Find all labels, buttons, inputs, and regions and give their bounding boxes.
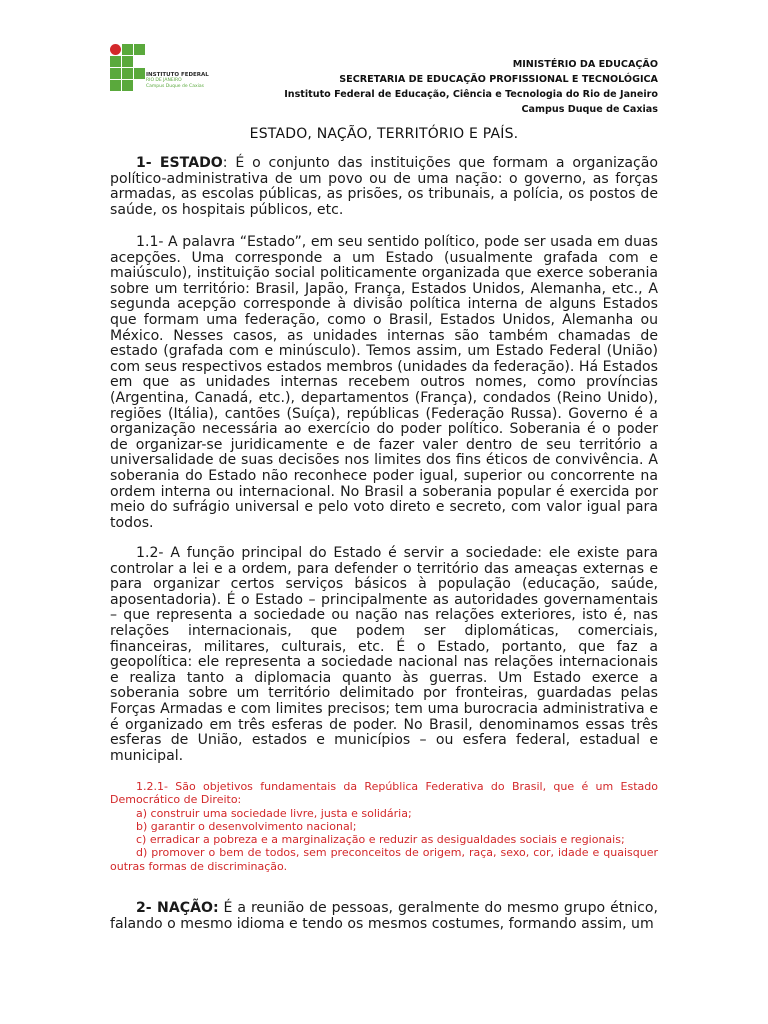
objective-item: d) promover o bem de todos, sem preconceitos de origem, raça, sexo, cor, idade e quaisquer outras formas de discriminação. bbox=[110, 846, 658, 873]
section-1-1 bbox=[110, 235, 658, 531]
objective-item: a) construir uma sociedade livre, justa e solidária; bbox=[136, 806, 412, 820]
campus-line: Campus Duque de Caxias bbox=[521, 104, 658, 115]
paragraph-text: 1.2- A função principal do Estado é servir a sociedade: ele existe para controlar a lei e a ordem, para defender o território das ameaças externas e para organizar certos serviços básicos à população (educação, saúde, aposentadoria). É o Estado – principalmente as autoridades governamentais – que representa a sociedade ou nação nas relações exteriores, isto é, nas relações internacionais, que podem ser diplomáticas, comerciais, financeiras, militares, culturais, etc. É o Estado, portanto, que faz a geopolítica: ele representa a sociedade nacional nas relações internacionais e realiza tanto a diplomacia quanto às guerras. Um Estado exerce a soberania sobre um território delimitado por fronteiras, guardadas pelas Forças Armadas e com limites precisos; tem uma burocracia administrativa e é organizado em três esferas de poder. No Brasil, denominamos essas três esferas de União, estados e municípios – ou esfera federal, estadual e municipal. bbox=[110, 545, 658, 764]
paragraph bbox=[110, 901, 658, 932]
paragraph-text: É a reunião de pessoas, geralmente do mesmo grupo étnico, falando o mesmo idioma e tendo os mesmos costumes, formando assim, um bbox=[110, 900, 658, 932]
section-1-2-1 bbox=[110, 780, 658, 873]
paragraph bbox=[110, 156, 658, 218]
paragraph-text: 1.1- A palavra “Estado”, em seu sentido político, pode ser usada em duas acepções. Uma corresponde a um Estado (usualmente grafada com e maiúsculo), instituição social politicamente organizada que exerce soberania sobre um território: Brasil, Japão, França, Estados Unidos, Alemanha, etc., A segunda acepção corresponde à divisão política interna de alguns Estados que formam uma federação, como o Brasil, Estados Unidos, Alemanha ou México. Nesses casos, as unidades internas são também chamadas de estado (grafada com e minúsculo). Temos assim, um Estado Federal (União) com seus respectivos estados membros (unidades da federação). Há Estados em que as unidades internas recebem outros nomes, como províncias (Argentina, Canadá, etc.), departamentos (França), condados (Reino Unido), regiões (Itália), cantões (Suíça), repúblicas (Federação Russa). Governo é a organização necessária ao exercício do poder político. Soberania é o poder de organizar-se juridicamente e de fazer valer dentro de seu território a universalidade de suas decisões nos limites dos fins éticos de convivência. A soberania do Estado não reconhece poder igual, superior ou concorrente na ordem interna ou internacional. No Brasil a soberania popular é exercida por meio do sufrágio universal e pelo voto direto e secreto, com valor igual para todos. bbox=[110, 234, 658, 531]
institution-header bbox=[284, 57, 658, 117]
objectives-intro: 1.2.1- São objetivos fundamentais da República Federativa do Brasil, que é um Estado Democrático de Direito: bbox=[110, 780, 658, 807]
paragraph-text: : É o conjunto das instituições que formam a organização político-administrativa de um povo ou de uma nação: o governo, as forças armadas, as escolas públicas, as prisões, os tribunais, a polícia, os postos de saúde, os hospitais públicos, etc. bbox=[110, 155, 659, 218]
ministry-line: MINISTÉRIO DA EDUCAÇÃO bbox=[512, 59, 658, 70]
section-heading: 2- NAÇÃO: bbox=[136, 900, 219, 916]
objective-item: c) erradicar a pobreza e a marginalização e reduzir as desigualdades sociais e regionais; bbox=[136, 833, 625, 847]
logo-line-3: Campus Duque de Caxias bbox=[146, 84, 204, 89]
institute-line: Instituto Federal de Educação, Ciência e Tecnologia do Rio de Janeiro bbox=[284, 89, 658, 100]
logo-text bbox=[146, 72, 209, 90]
section-nacao bbox=[110, 901, 658, 932]
logo-grid-icon bbox=[110, 44, 146, 92]
institute-logo bbox=[110, 44, 209, 94]
section-heading: 1- ESTADO bbox=[136, 155, 223, 171]
section-1-2 bbox=[110, 546, 658, 764]
objective-item: b) garantir o desenvolvimento nacional; bbox=[136, 819, 357, 833]
document-title: ESTADO, NAÇÃO, TERRITÓRIO E PAÍS. bbox=[249, 126, 519, 142]
secretariat-line: SECRETARIA DE EDUCAÇÃO PROFISSIONAL E TECNOLÓGICA bbox=[339, 74, 658, 85]
logo-line-1: INSTITUTO FEDERAL bbox=[146, 72, 209, 78]
logo-line-2: RIO DE JANEIRO bbox=[146, 78, 182, 83]
section-estado bbox=[110, 156, 658, 218]
